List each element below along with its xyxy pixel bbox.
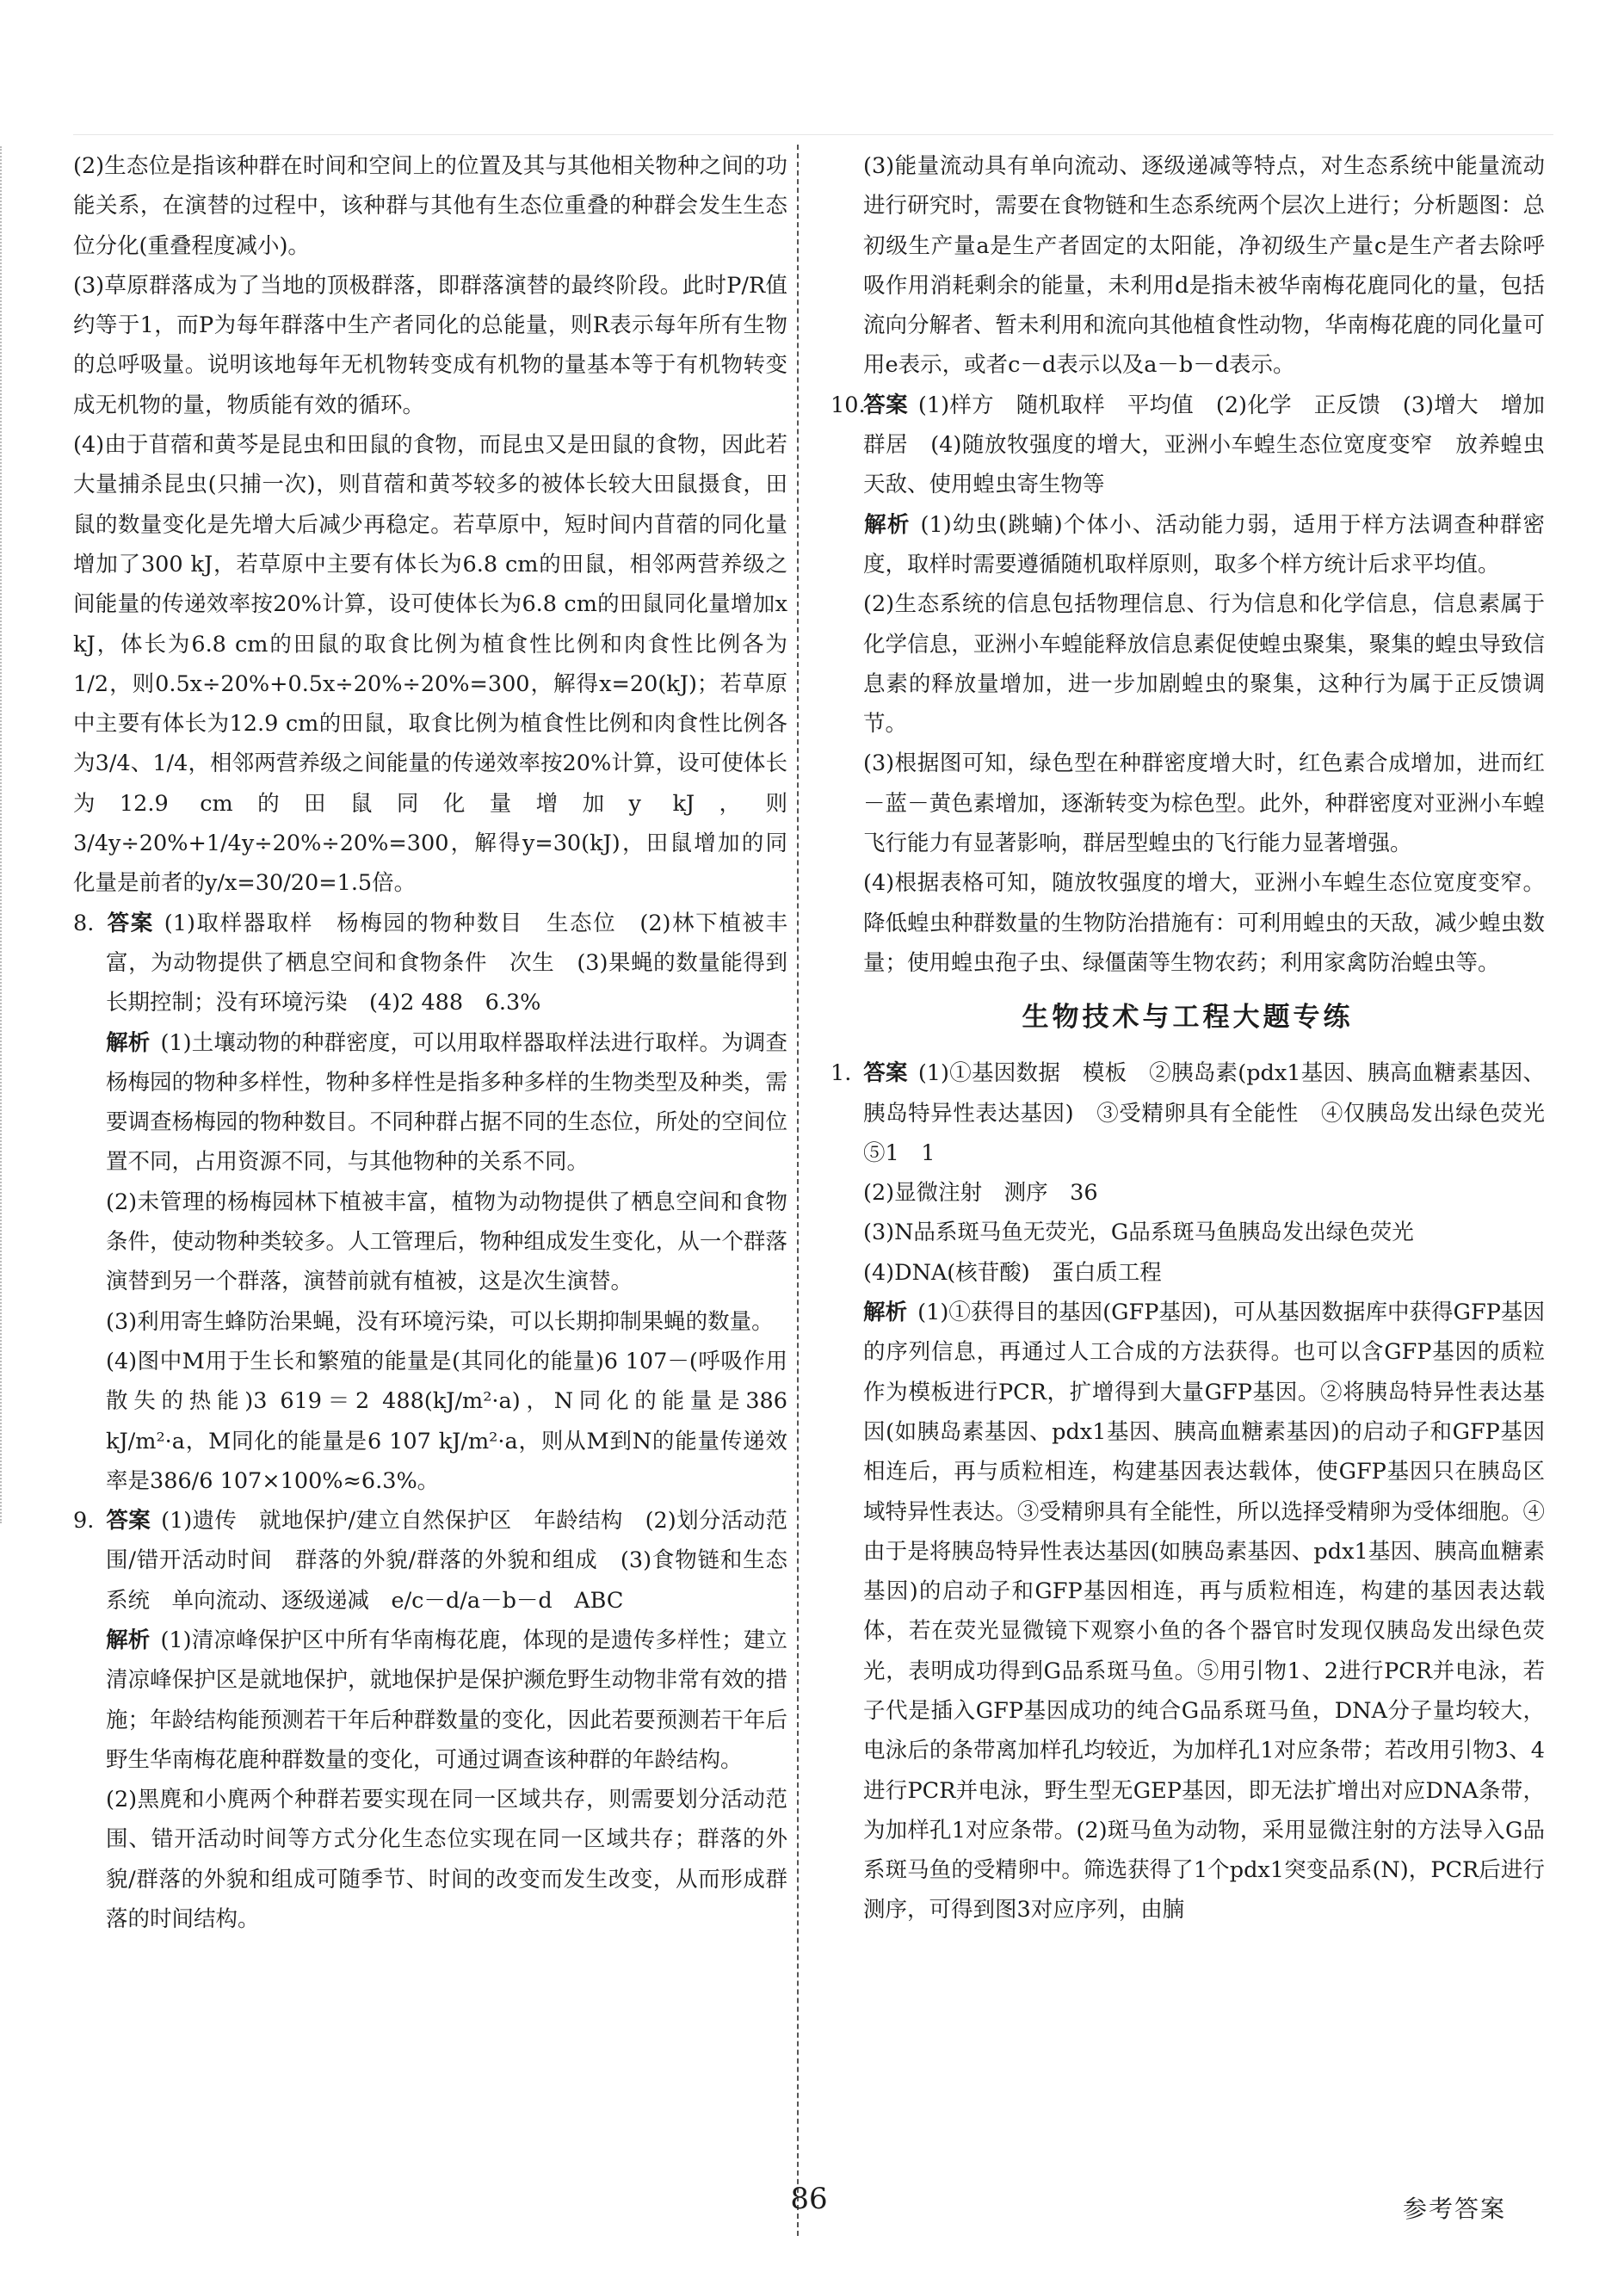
analysis-block — [73, 1023, 787, 1183]
paragraph-text: (3)草原群落成为了当地的顶极群落，即群落演替的最终阶段。此时P/R值约等于1，而P为每年群落中生产者同化的总能量，则R表示每年所有生物的总呼吸量。说明该地每年无机物转变成有机物的量基本等于有机物转变成无机物的量，物质能有效的循环。 — [73, 272, 787, 418]
paragraph-text: (1)取样器取样 杨梅园的物种数目 生态位 (2)林下植被丰富，为动物提供了栖息空间和食物条件 次生 (3)果蝇的数量能得到长期控制；没有环境污染 (4)2 488 6.3% — [106, 910, 787, 1016]
question-number: 10. — [831, 392, 866, 418]
paragraph-text: (3)利用寄生蜂防治果蝇，没有环境污染，可以长期抑制果蝇的数量。 — [106, 1308, 774, 1335]
paragraph-text: (1)清凉峰保护区中所有华南梅花鹿，体现的是遗传多样性；建立清凉峰保护区是就地保护，就地保护是保护濒危野生动物非常有效的措施；年龄结构能预测若干年后种群数量的变化，因此若要预测若干年后野生华南梅花鹿种群数量的变化，可通过调查该种群的年龄结构。 — [106, 1627, 787, 1773]
analysis-label: 解析 — [863, 511, 911, 538]
paragraph-text: (1)土壤动物的种群密度，可以用取样器取样法进行取样。为调查杨梅园的物种多样性，物种多样性是指多种多样的生物类型及种类，需要调查杨梅园的物种数目。不同种群占据不同的生态位，所处的空间位置不同，占用资源不同，与其他物种的关系不同。 — [106, 1029, 787, 1176]
answer-label: 答案 — [863, 392, 908, 418]
paragraph-text: (4)DNA(核苷酸) 蛋白质工程 — [863, 1259, 1162, 1286]
question-number: 9. — [73, 1508, 95, 1535]
binding-margin — [0, 146, 7, 1523]
answer-block — [831, 386, 1567, 505]
text-paragraph — [73, 1780, 787, 1939]
paragraph-text: (1)①获得目的基因(GFP基因)，可从基因数据库中获得GFP基因的序列信息，再通过人工合成的方法获得。也可以含GFP基因的质粒作为模板进行PCR，扩增得到大量GFP基因。②将胰岛特异性表达基因(如胰岛素基因、pdx1基因、胰高血糖素基因)的启动子和GFP基因相连后，再与质粒相连，构建基因表达载体，使GFP基因只在胰岛区域特异性表达。③受精卵具有全能性，所以选择受精卵为受体细胞。④由于是将胰岛特异性表达基因(如胰岛素基因、pdx1基因、胰高血糖素基因)的启动子和GFP基因相连，再与质粒相连，构建的基因表达载体，若在荧光显微镜下观察小鱼的各个器官时发现仅胰岛发出绿色荧光，表明成功得到G品系斑马鱼。⑤用引物1、2进行PCR并电泳，若子代是插入GFP基因成功的纯合G品系斑马鱼，DNA分子量均较大，电泳后的条带离加样孔均较近，为加样孔1对应条带；若改用引物3、4进行PCR并电泳，野生型无GEP基因，即无法扩增出对应DNA条带，为加样孔1对应条带。(2)斑马鱼为动物，采用显微注射的方法导入G品系斑马鱼的受精卵中。筛选获得了1个pdx1突变品系(N)，PCR后进行测序，可得到图3对应序列，由腩 — [863, 1300, 1545, 1924]
text-paragraph — [73, 1342, 787, 1501]
paragraph-text: (4)根据表格可知，随放牧强度的增大，亚洲小车蝗生态位宽度变窄。降低蝗虫种群数量的生物防治措施有：可利用蝗虫的天敌，减少蝗虫数量；使用蝗虫孢子虫、绿僵菌等生物农药；利用家禽防治蝗虫等。 — [863, 870, 1545, 976]
paragraph-text: (2)黑麂和小麂两个种群若要实现在同一区域共存，则需要划分活动范围、错开活动时间等方式分化生态位实现在同一区域共存；群落的外貌/群落的外貌和组成可随季节、时间的改变而发生改变，从而形成群落的时间结构。 — [106, 1787, 787, 1933]
paragraph-text: (3)能量流动具有单向流动、逐级递减等特点，对生态系统中能量流动进行研究时，需要在食物链和生态系统两个层次上进行；分析题图：总初级生产量a是生产者固定的太阳能，净初级生产量c是生产者去除呼吸作用消耗剩余的能量，未利用d是指未被华南梅花鹿同化的量，包括流向分解者、暂未利用和流向其他植食性动物，华南梅花鹿的同化量可用e表示，或者c－d表示以及a－b－d表示。 — [863, 153, 1545, 379]
answer-block — [73, 1501, 787, 1621]
paragraph-text: (3)N品系斑马鱼无荧光，G品系斑马鱼胰岛发出绿色荧光 — [863, 1220, 1414, 1246]
text-paragraph — [73, 266, 787, 425]
analysis-block — [831, 505, 1545, 585]
text-paragraph — [831, 863, 1545, 983]
paragraph-text: (2)生态系统的信息包括物理信息、行为信息和化学信息，信息素属于化学信息，亚洲小车蝗能释放信息素促使蝗虫聚集，聚集的蝗虫导致信息素的释放量增加，进一步加剧蝗虫的聚集，这种行为属于正反馈调节。 — [863, 591, 1545, 738]
footer-label: 参考答案 — [1403, 2195, 1507, 2223]
text-paragraph — [831, 744, 1545, 863]
answer-label: 答案 — [106, 1508, 151, 1535]
header-rule — [73, 134, 1553, 135]
analysis-label: 解析 — [863, 1300, 908, 1326]
paragraph-text: (2)生态位是指该种群在时间和空间上的位置及其与其他相关物种之间的功能关系，在演替的过程中，该种群与其他有生态位重叠的种群会发生生态位分化(重叠程度减小)。 — [73, 153, 787, 259]
paragraph-text: (2)显微注射 测序 36 — [863, 1180, 1098, 1207]
analysis-label: 解析 — [106, 1627, 151, 1653]
paragraph-text: (1)样方 随机取样 平均值 (2)化学 正反馈 (3)增大 增加 群居 (4)随放牧强度的增大，亚洲小车蝗生态位宽度变窄 放养蝗虫天敌、使用蝗虫寄生物等 — [863, 392, 1567, 498]
right-column — [831, 146, 1567, 1930]
text-paragraph — [73, 1183, 787, 1302]
text-paragraph — [73, 146, 787, 266]
text-paragraph — [831, 146, 1545, 386]
text-paragraph — [831, 1173, 1545, 1213]
paragraph-text: (2)未管理的杨梅园林下植被丰富，植物为动物提供了栖息空间和食物条件，使动物种类较多。人工管理后，物种组成发生变化，从一个群落演替到另一个群落，演替前就有植被，这是次生演替。 — [106, 1189, 787, 1295]
paragraph-text: (1)①基因数据 模板 ②胰岛素(pdx1基因、胰高血糖素基因、胰岛特异性表达基因) ③受精卵具有全能性 ④仅胰岛发出绿色荧光 ⑤1 1 — [863, 1060, 1567, 1166]
question-number: 1. — [831, 1060, 852, 1087]
left-column — [73, 146, 787, 1939]
paragraph-text: (3)根据图可知，绿色型在种群密度增大时，红色素合成增加，进而红－蓝－黄色素增加，逐渐转变为棕色型。此外，种群密度对亚洲小车蝗飞行能力有显著影响，群居型蝗虫的飞行能力显著增强。 — [863, 750, 1545, 857]
analysis-label: 解析 — [106, 1029, 151, 1056]
answer-label: 答案 — [106, 910, 154, 936]
paragraph-text: (4)图中M用于生长和繁殖的能量是(其同化的能量)6 107－(呼吸作用散失的热能)3 619＝2 488(kJ/m²·a)，N同化的能量是386 kJ/m²·a，M同化的能量是6 107 kJ/m²·a，则从M到N的能量传递效率是386/6 107×100%≈6.3%。 — [106, 1348, 787, 1494]
page-number: 86 — [790, 2182, 828, 2216]
paragraph-text: (1)遗传 就地保护/建立自然保护区 年龄结构 (2)划分活动范围/错开活动时间 群落的外貌/群落的外貌和组成 (3)食物链和生态系统 单向流动、逐级递减 e/c－d/a－b－d ABC — [106, 1508, 787, 1614]
answer-block — [73, 904, 787, 1023]
text-paragraph — [73, 1302, 787, 1342]
section-title: 生物技术与工程大题专练 — [1022, 1002, 1354, 1034]
paragraph-text: (4)由于苜蓿和黄芩是昆虫和田鼠的食物，而昆虫又是田鼠的食物，因此若大量捕杀昆虫(只捕一次)，则苜蓿和黄芩较多的被体长较大田鼠摄食，田鼠的数量变化是先增大后减少再稳定。若草原中，短时间内苜蓿的同化量增加了300 kJ，若草原中主要有体长为6.8 cm的田鼠，相邻两营养级之间能量的传递效率按20%计算，设可使体长为6.8 cm的田鼠同化量增加x kJ，体长为6.8 cm的田鼠的取食比例为植食性比例和肉食性比例各为1/2，则0.5x÷20%+0.5x÷20%÷20%=300，解得x=20(kJ)；若草原中主要有体长为12.9 cm的田鼠，取食比例为植食性比例和肉食性比例各为3/4、1/4，相邻两营养级之间能量的传递效率按20%计算，设可使体长为12.9 cm的田鼠同化量增加y kJ，则3/4y÷20%+1/4y÷20%÷20%=300，解得y=30(kJ)，田鼠增加的同化量是前者的y/x=30/20=1.5倍。 — [73, 432, 787, 897]
text-paragraph — [831, 1213, 1545, 1252]
analysis-block — [831, 1293, 1545, 1930]
text-paragraph — [73, 425, 787, 904]
paragraph-text: (1)幼虫(跳蝻)个体小、活动能力弱，适用于样方法调查种群密度，取样时需要遵循随机取样原则，取多个样方统计后求平均值。 — [863, 511, 1545, 577]
analysis-block — [73, 1621, 787, 1780]
answer-label: 答案 — [863, 1060, 908, 1087]
text-paragraph — [831, 1253, 1545, 1293]
column-divider — [797, 145, 799, 2236]
answer-block — [831, 1053, 1567, 1173]
text-paragraph — [831, 584, 1545, 744]
question-number: 8. — [73, 910, 95, 936]
